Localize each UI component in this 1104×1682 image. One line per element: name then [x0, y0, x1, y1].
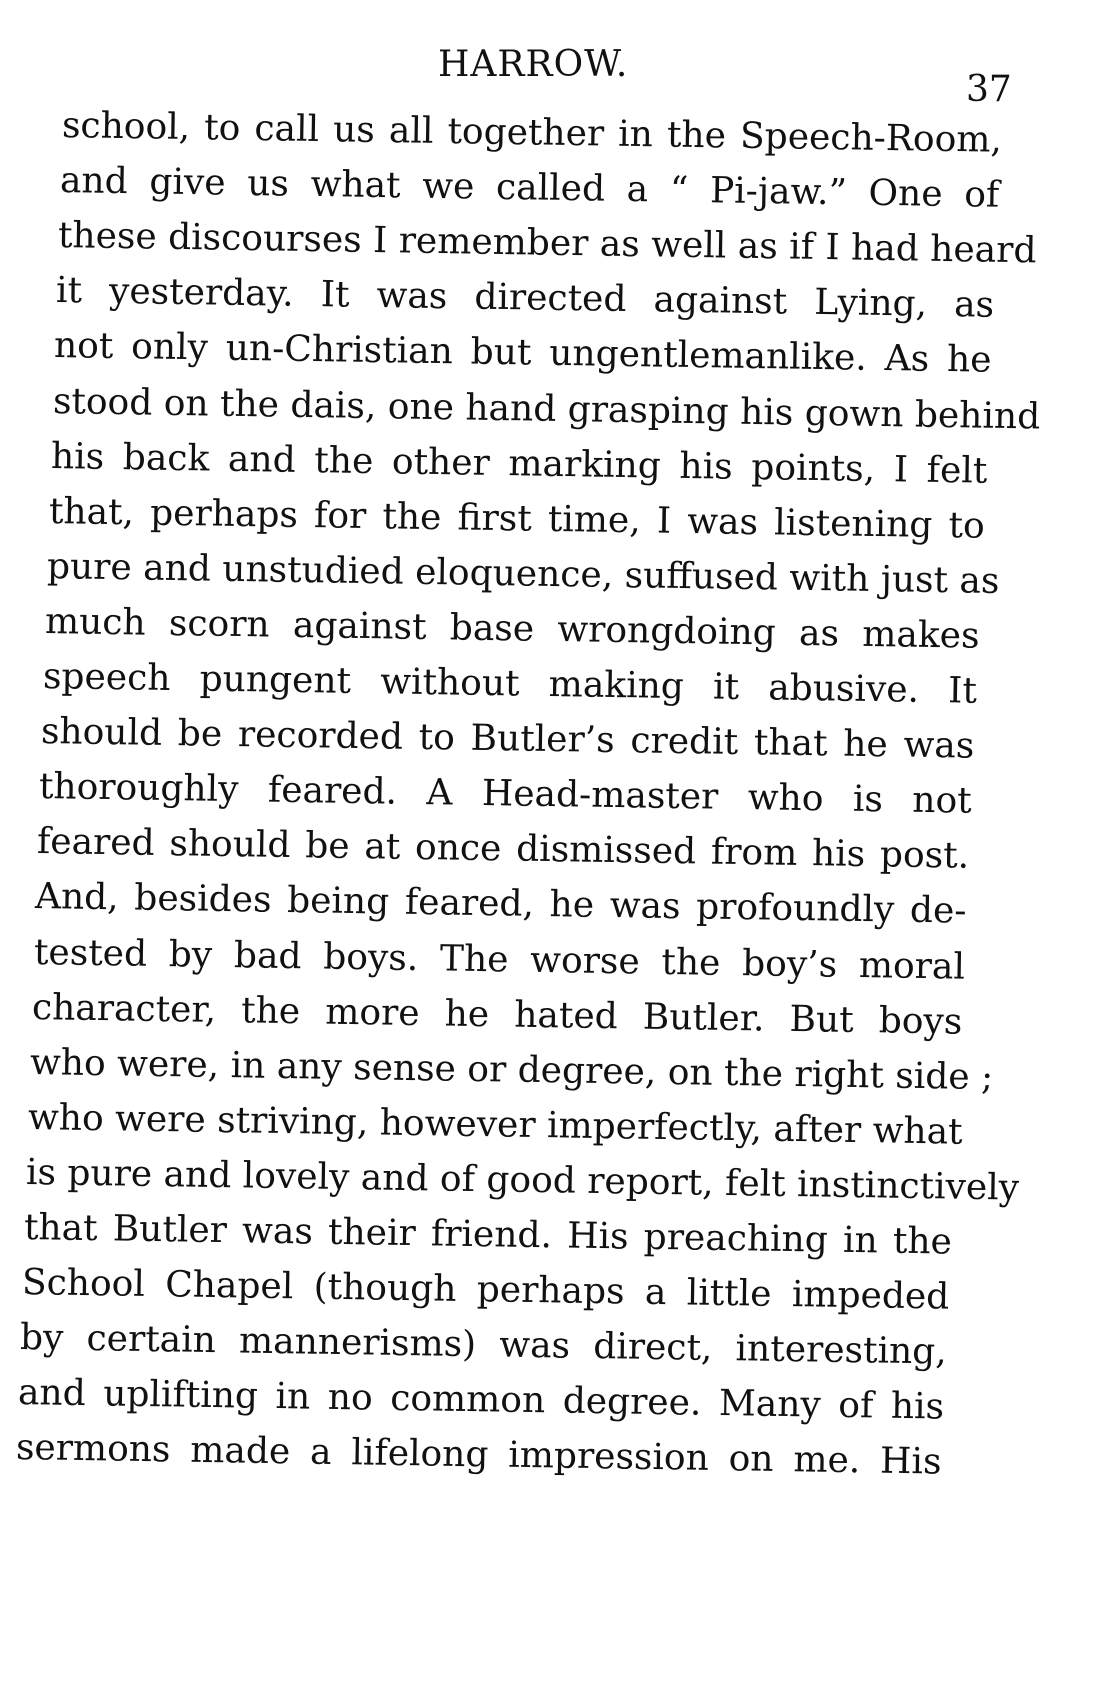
text-line: who were striving, however imperfectly, after what — [27, 1096, 963, 1153]
text-line: much scorn against base wrongdoing as makes — [44, 600, 980, 657]
text-line: and uplifting in no common degree. Many of his — [17, 1372, 945, 1428]
text-line: character, the more he hated Butler. But boys — [31, 986, 963, 1043]
text-line: these discourses I remember as well as if I had heard — [57, 215, 1037, 272]
text-line: And, besides being feared, he was profoundly de- — [35, 876, 968, 933]
text-line: it yesterday. It was directed against Lying, as — [55, 270, 995, 327]
text-line: tested by bad boys. The worse the boy’s moral — [33, 931, 965, 988]
text-line: by certain mannerisms) was direct, interesting, — [19, 1317, 948, 1373]
text-line: sermons made a lifelong impression on me. His — [16, 1427, 943, 1483]
running-head: HARROW. — [438, 44, 629, 85]
text-line: his back and the other marking his points, I felt — [50, 435, 988, 492]
text-line: stood on the dais, one hand grasping his gown behind — [52, 380, 1040, 438]
text-line: not only un-Christian but ungentlemanlike. As he — [54, 325, 993, 382]
text-line: should be recorded to Butler’s credit that he was — [40, 711, 975, 767]
text-line: thoroughly feared. A Head-master who is not — [38, 766, 973, 822]
text-line: speech pungent without making it abusive. It — [42, 656, 978, 712]
text-line: pure and unstudied eloquence, suffused with just as — [46, 545, 1000, 602]
text-line: feared should be at once dismissed from his post. — [36, 821, 970, 877]
text-line: School Chapel (though perhaps a little impeded — [21, 1262, 950, 1318]
page-number: 37 — [966, 69, 1012, 110]
text-line: that, perhaps for the first time, I was listening to — [48, 490, 985, 547]
text-line: that Butler was their friend. His preaching in the — [23, 1207, 953, 1263]
text-line: school, to call us all together in the Speech-Room, — [61, 105, 1003, 161]
text-line: is pure and lovely and of good report, felt instinctively — [25, 1151, 1020, 1209]
text-line: who were, in any sense or degree, on the right side ; — [29, 1041, 994, 1098]
text-line: and give us what we called a “ Pi-jaw.” One of — [59, 160, 1000, 216]
